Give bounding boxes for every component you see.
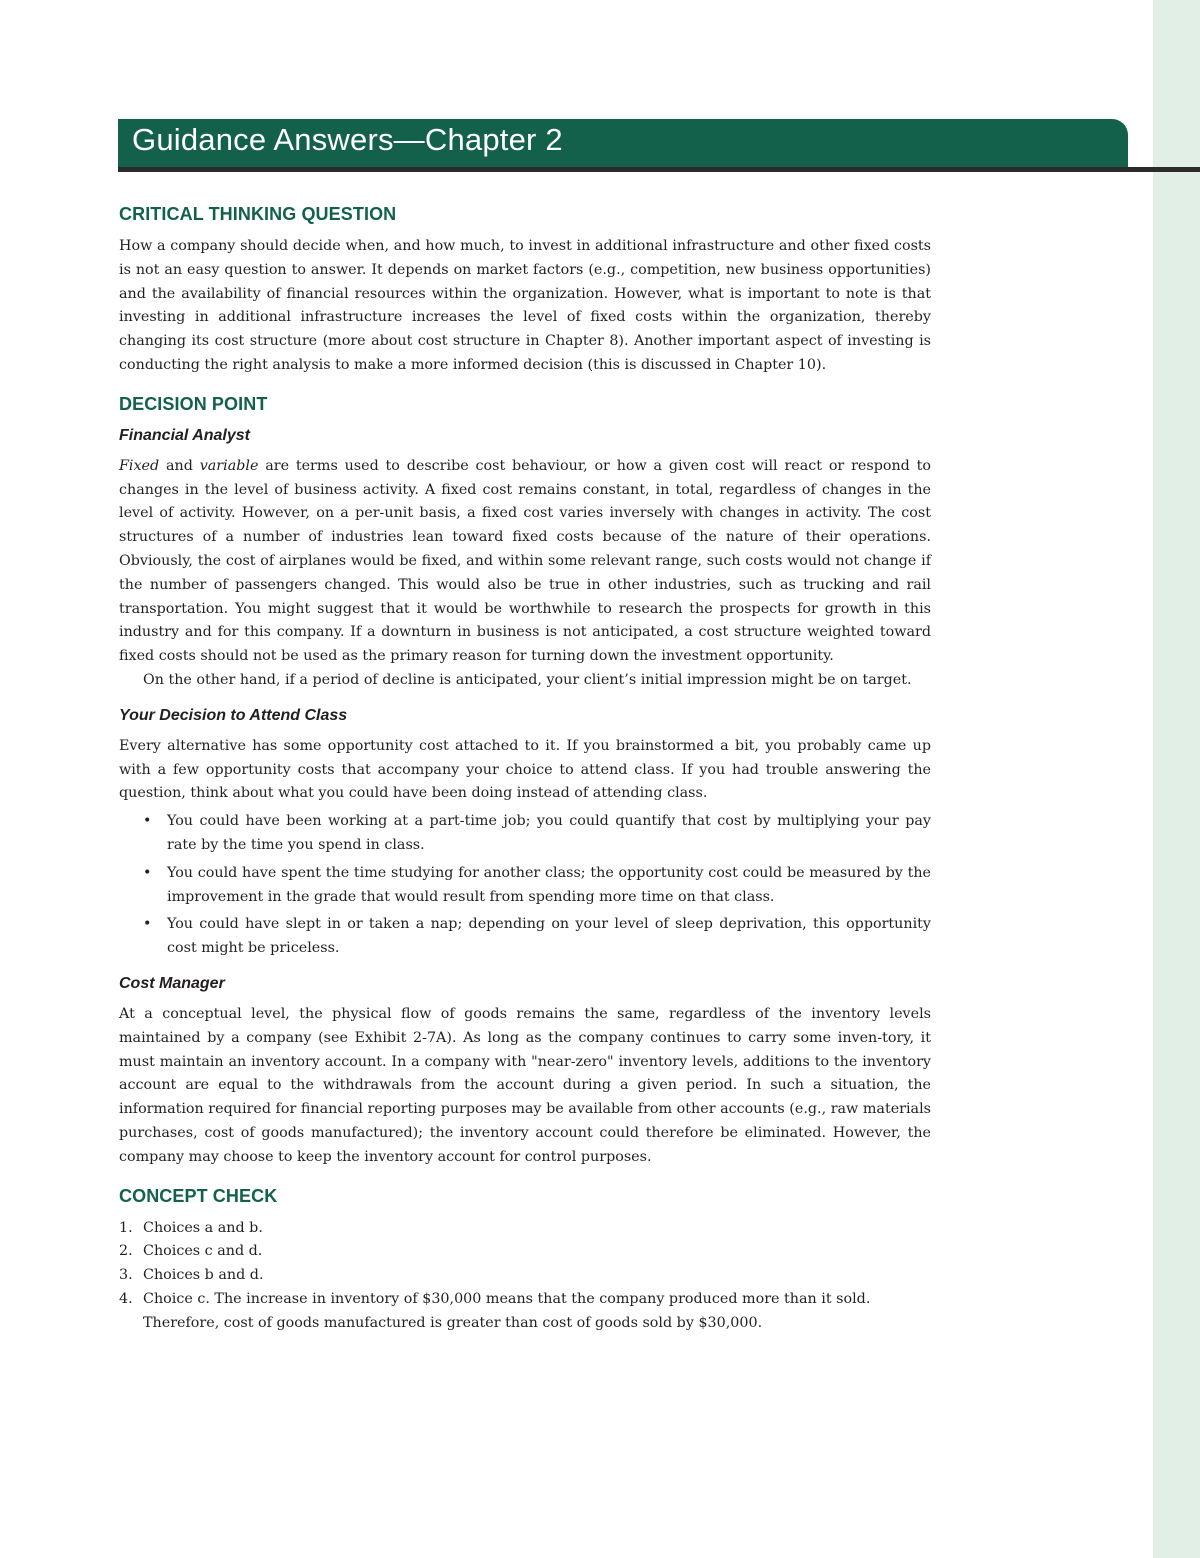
bullet-icon: • [143,916,152,933]
financial-analyst-paragraph-2: On the other hand, if a period of decline is anticipated, your client’s initial impression might be on target. [143,671,912,688]
page-title: Guidance Answers—Chapter 2 [132,122,563,157]
side-margin-strip [1153,0,1200,1558]
list-item: • You could have slept in or taken a nap; depending on your level of sleep deprivation, this opportunity cost might be priceless. [119,913,931,961]
item-number: 4. [119,1290,133,1307]
concept-check-section [119,1184,931,1336]
header-rule [118,167,1200,172]
critical-thinking-paragraph: How a company should decide when, and how much, to invest in additional infrastructure and other fixed costs is not an easy question to answer. It depends on market factors (e.g., competition, new business opportunities) and the availability of financial resources within the organization. However, what is important to note is that investing in additional infrastructure increases the level of fixed costs within the organization, thereby changing its cost structure (more about cost structure in Chapter 8). Another important aspect of investing is conducting the right analysis to make a more informed decision (this is discussed in Chapter 10). [119,238,931,373]
and-word: and [159,457,200,474]
financial-analyst-heading: Financial Analyst [119,426,250,444]
decision-point-heading: DECISION POINT [119,393,268,414]
term-fixed: Fixed [119,457,160,474]
item-number: 3. [119,1267,133,1284]
list-item: • You could have been working at a part-time job; you could quantify that cost by multiplying your pay rate by the time you spend in class. [119,810,931,858]
financial-analyst-paragraph [119,455,931,669]
list-item: 3. Choices b and d. [119,1264,909,1288]
opportunity-cost-list [119,810,931,961]
concept-check-heading: CONCEPT CHECK [119,1185,278,1206]
financial-analyst-paragraph-rest: are terms used to describe cost behaviour, or how a given cost will react or respond to changes in the level of business activity. A fixed cost remains constant, in total, regardless of changes in the level of activity. However, on a per-unit basis, a fixed cost varies inversely with changes in activity. The cost structures of a number of industries lean toward fixed costs because of the nature of their operations. Obviously, the cost of airplanes would be fixed, and within some relevant range, such costs would not change if the number of passengers changed. This would also be true in other industries, such as trucking and rail transportation. You might suggest that it would be worthwhile to research the prospects for growth in this industry and for this company. If a downturn in business is not anticipated, a cost structure weighted toward fixed costs should not be used as the primary reason for turning down the investment opportunity. [119,457,931,665]
concept-check-list [119,1217,931,1336]
chapter-header-band [118,119,1128,167]
list-item: • You could have spent the time studying for another class; the opportunity cost could be measured by the improvement in the grade that would result from spending more time on that class. [119,862,931,910]
list-item: 4. Choice c. The increase in inventory of $30,000 means that the company produced more than it sold. Therefore, cost of goods manufactured is greater than cost of goods sold by $30,000. [119,1288,909,1336]
bullet-icon: • [143,864,152,881]
critical-thinking-heading: CRITICAL THINKING QUESTION [119,204,397,224]
item-number: 1. [119,1219,133,1236]
list-item: 2. Choices c and d. [119,1240,909,1264]
item-number: 2. [119,1243,133,1260]
bullet-icon: • [143,813,152,830]
attend-class-heading: Your Decision to Attend Class [119,706,348,724]
term-variable: variable [199,457,259,474]
decision-point-section [119,392,931,1170]
page-content [119,202,931,1335]
list-item: 1. Choices a and b. [119,1217,909,1241]
cost-manager-paragraph: At a conceptual level, the physical flow of goods remains the same, regardless of the inventory levels maintained by a company (see Exhibit 2-7A). As long as the company continues to carry some inven-tory, it must maintain an inventory account. In a company with "near-zero" inventory levels, additions to the inventory account are equal to the withdrawals from the account during a given period. In such a situation, the information required for financial reporting purposes may be available from other accounts (e.g., raw materials purchases, cost of goods manufactured); the inventory account could therefore be eliminated. However, the company may choose to keep the inventory account for control purposes. [119,1005,931,1165]
critical-thinking-section [119,202,931,378]
cost-manager-heading: Cost Manager [119,974,225,992]
attend-class-paragraph: Every alternative has some opportunity cost attached to it. If you brainstormed a bit, you probably came up with a few opportunity costs that accompany your choice to attend class. If you had trouble answering the question, think about what you could have been doing instead of attending class. [119,737,931,802]
